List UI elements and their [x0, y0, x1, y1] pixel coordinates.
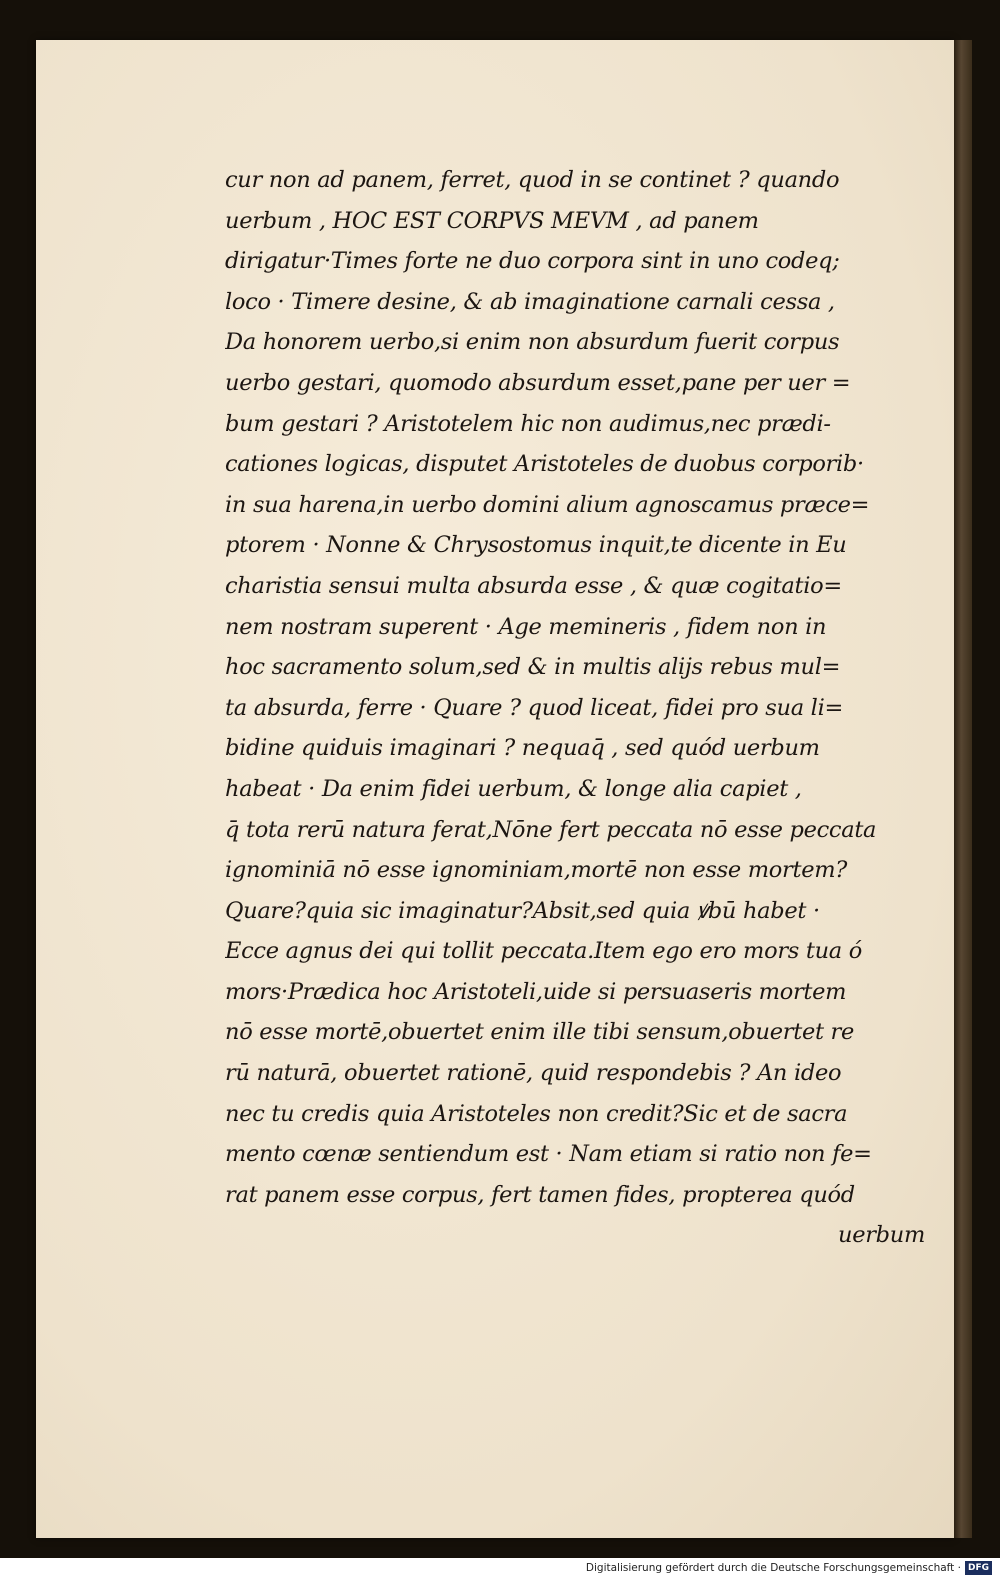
text-line: Ecce agnus dei qui tollit peccata.Item ego ero mors tua ó	[225, 938, 863, 965]
text-line: charistia sensui multa absurda esse , & quæ cogitatio=	[225, 572, 842, 599]
catchword: uerbum	[838, 1222, 925, 1249]
text-line: in sua harena,in uerbo domini alium agnoscamus præce=	[225, 491, 870, 518]
text-line: dirigatur·Times forte ne duo corpora sint in uno codeq;	[225, 248, 840, 275]
text-line: cationes logicas, disputet Aristoteles de duobus corporib·	[225, 451, 864, 478]
page-text-block	[225, 160, 925, 1256]
text-line: Quare?quia sic imaginatur?Absit,sed quia ꝟbū habet ·	[225, 897, 820, 924]
text-line: hoc sacramento solum,sed & in multis alijs rebus mul=	[225, 654, 841, 681]
text-line: mors·Prædica hoc Aristoteli,uide si persuaseris mortem	[225, 978, 847, 1005]
book-gutter	[954, 40, 972, 1538]
text-line: bidine quiduis imaginari ? nequaq̄ , sed quód uerbum	[225, 735, 820, 762]
text-line: uerbo gestari, quomodo absurdum esset,pane per uer =	[225, 369, 851, 396]
text-line: nō esse mortē,obuertet enim ille tibi sensum,obuertet re	[225, 1019, 855, 1046]
dfg-logo-icon: DFG	[965, 1561, 992, 1575]
text-line: Da honorem uerbo,si enim non absurdum fuerit corpus	[225, 329, 840, 356]
digitization-footer	[586, 1559, 992, 1577]
text-line: bum gestari ? Aristotelem hic non audimus,nec prædi-	[225, 410, 831, 437]
funding-notice: Digitalisierung gefördert durch die Deutsche Forschungsgemeinschaft ·	[585, 1562, 961, 1574]
text-line: mento cœnæ sentiendum est · Nam etiam si ratio non fe=	[225, 1141, 872, 1168]
text-line: nem nostram superent · Age memineris , fidem non in	[225, 613, 827, 640]
text-line: q̄ tota rerū natura ferat,Nōne fert peccata nō esse peccata	[225, 816, 877, 843]
text-line: cur non ad panem, ferret, quod in se continet ? quando	[225, 167, 840, 193]
text-line: uerbum , HOC EST CORPVS MEVM , ad panem	[225, 207, 759, 234]
text-line: habeat · Da enim fidei uerbum, & longe alia capiet ,	[225, 775, 802, 802]
text-line: ignominiā nō esse ignominiam,mortē non esse mortem?	[225, 857, 848, 884]
text-line: nec tu credis quia Aristoteles non credit?Sic et de sacra	[225, 1100, 848, 1127]
text-line: rū naturā, obuertet rationē, quid respondebis ? An ideo	[225, 1060, 842, 1087]
text-line: rat panem esse corpus, fert tamen fides, propterea quód	[225, 1181, 855, 1208]
text-line: loco · Timere desine, & ab imaginatione carnali cessa ,	[225, 288, 835, 315]
text-line: ta absurda, ferre · Quare ? quod liceat, fidei pro sua li=	[225, 694, 844, 721]
text-line: ptorem · Nonne & Chrysostomus inquit,te dicente in Eu	[225, 532, 847, 559]
